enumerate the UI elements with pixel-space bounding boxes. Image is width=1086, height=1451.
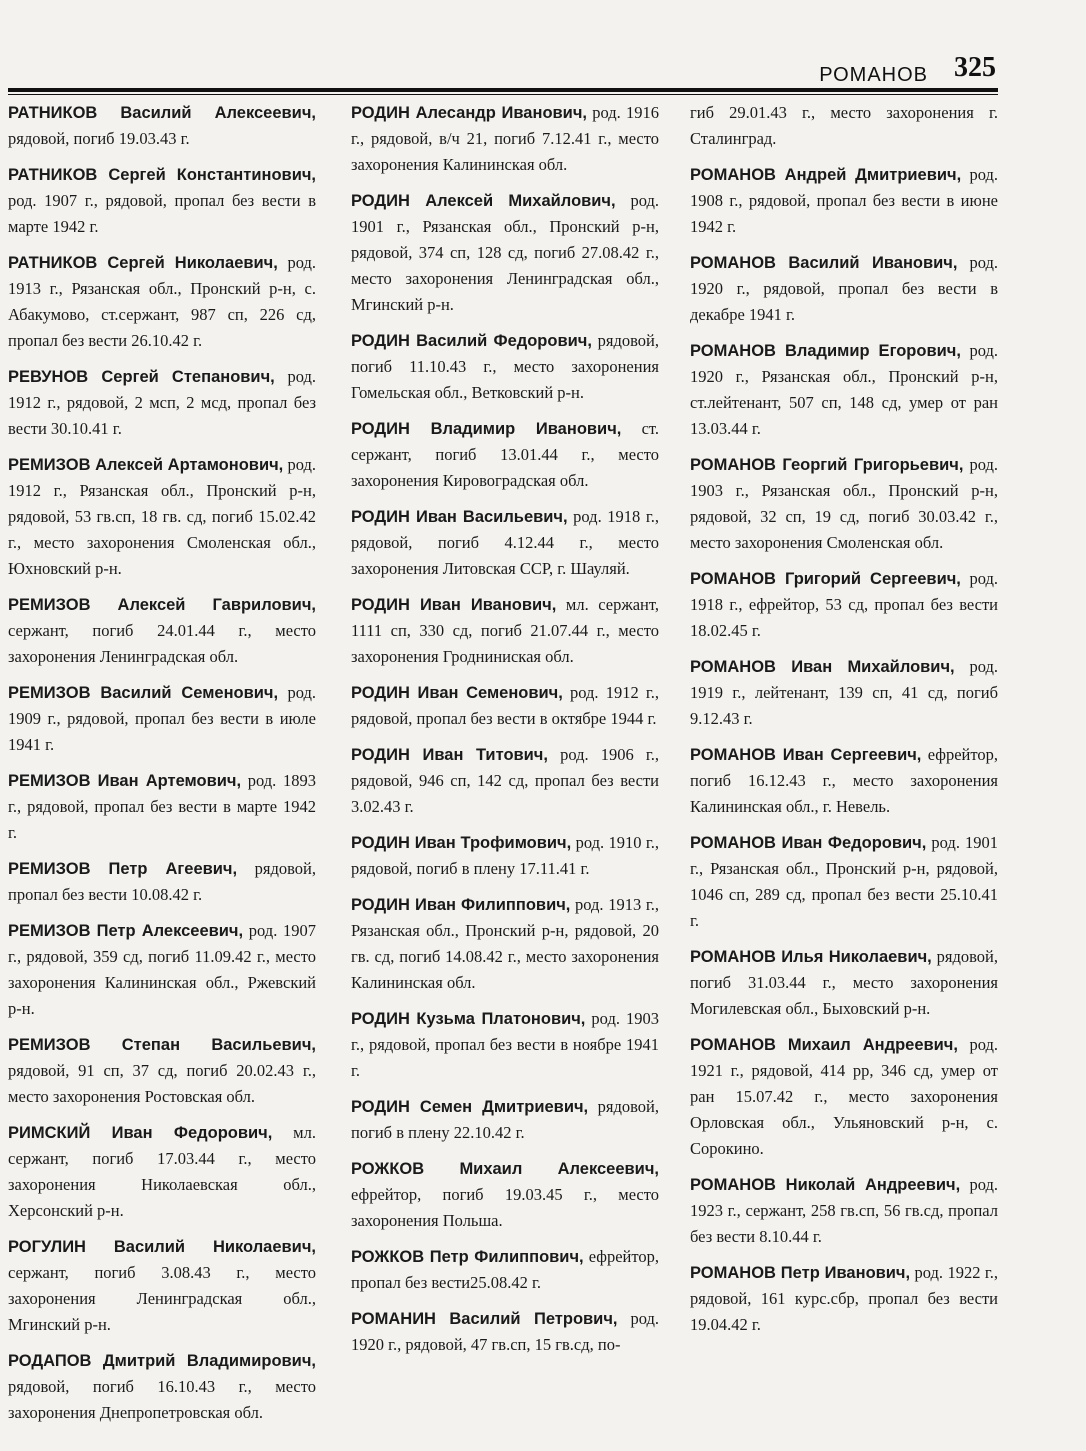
entry-text: мл. сержант, погиб 17.03.44 г., место захоронения Николаевская обл., Херсонский р-н. <box>8 1123 316 1220</box>
entry <box>690 162 998 240</box>
entry-name: РОДИН Иван Васильевич, <box>351 508 568 526</box>
entry-text: род. 1918 г., рядовой, погиб 4.12.44 г., место захоронения Литовская ССР, г. Шауляй. <box>351 507 660 578</box>
page-number: 325 <box>954 52 996 83</box>
entry <box>8 918 316 1022</box>
page-header <box>8 50 998 90</box>
entry <box>351 592 659 670</box>
entry <box>351 1244 659 1296</box>
entry-text: рядовой, погиб 19.03.43 г. <box>8 129 190 148</box>
entry-text: мл. сержант, 1111 сп, 330 сд, погиб 21.07.44 г., место захоронения Гродниниская обл. <box>351 595 659 666</box>
entry-name: РОМАНОВ Иван Федорович, <box>690 834 927 852</box>
entry-name: РОМАНОВ Михаил Андреевич, <box>690 1036 958 1054</box>
entry-name: РОГУЛИН Василий Николаевич, <box>8 1238 316 1256</box>
entry <box>351 504 659 582</box>
entry-name: РЕМИЗОВ Василий Семенович, <box>8 684 279 702</box>
entry <box>351 742 659 820</box>
entry-name: РОДИН Иван Семенович, <box>351 684 563 702</box>
entry-name: РАТНИКОВ Сергей Константинович, <box>8 166 316 184</box>
header-rule-thin <box>8 94 998 95</box>
entry-text: род. 1920 г., рядовой, пропал без вести в декабре 1941 г. <box>690 253 998 324</box>
entry-name: РОМАНОВ Иван Михайлович, <box>690 658 955 676</box>
entry-text: ефрейтор, погиб 19.03.45 г., место захоронения Польша. <box>351 1185 659 1230</box>
entry-name: РОДИН Иван Иванович, <box>351 596 557 614</box>
entry <box>351 892 659 996</box>
entry-name: РОМАНИН Василий Петрович, <box>351 1310 618 1328</box>
entry <box>8 1234 316 1338</box>
entry-text: род. 1909 г., рядовой, пропал без вести в июле 1941 г. <box>8 683 316 754</box>
entry <box>690 742 998 820</box>
entry-name: РОМАНОВ Петр Иванович, <box>690 1264 911 1282</box>
entry-text: род. 1903 г., Рязанская обл., Пронский р-н, рядовой, 32 сп, 19 сд, погиб 30.03.42 г., место захоронения Смоленская обл. <box>690 455 998 552</box>
entry-name: РОДИН Алексей Михайлович, <box>351 192 616 210</box>
entry-name: РОДИН Иван Трофимович, <box>351 834 572 852</box>
entry-name: РОМАНОВ Григорий Сергеевич, <box>690 570 961 588</box>
entry <box>351 1094 659 1146</box>
entry-text: сержант, погиб 24.01.44 г., место захоронения Ленинградская обл. <box>8 621 316 666</box>
entry <box>351 1306 659 1358</box>
entry-name: РОЖКОВ Петр Филиппович, <box>351 1248 584 1266</box>
entry-text: род. 1912 г., рядовой, пропал без вести в октябре 1944 г. <box>351 683 659 728</box>
entry <box>690 1032 998 1162</box>
entry-text: род. 1921 г., рядовой, 414 рр, 346 сд, умер от ран 15.07.42 г., место захоронения Орловская обл., Ульяновский р-н, с. Сорокино. <box>690 1035 998 1158</box>
entry-name: РАТНИКОВ Сергей Николаевич, <box>8 254 278 272</box>
entry-name: РОДИН Иван Филиппович, <box>351 896 571 914</box>
entry-name: РОМАНОВ Василий Иванович, <box>690 254 958 272</box>
entry <box>690 654 998 732</box>
entry-text: род. 1908 г., рядовой, пропал без вести в июне 1942 г. <box>690 165 998 236</box>
entry-name: РОДИН Иван Титович, <box>351 746 548 764</box>
entry-text: род. 1913 г., Рязанская обл., Пронский р-н, с. Абакумово, ст.сержант, 987 сп, 226 сд, пропал без вести 26.10.42 г. <box>8 253 316 350</box>
entry-name: РЕМИЗОВ Петр Агеевич, <box>8 860 238 878</box>
entry-name: РЕМИЗОВ Алексей Артамонович, <box>8 456 284 474</box>
entry <box>351 188 659 318</box>
entry <box>8 1120 316 1224</box>
entry-name: РИМСКИЙ Иван Федорович, <box>8 1124 273 1142</box>
entry <box>351 1006 659 1084</box>
entry <box>8 1032 316 1110</box>
entry-name: РЕМИЗОВ Иван Артемович, <box>8 772 242 790</box>
entry-name: РАТНИКОВ Василий Алексеевич, <box>8 104 316 122</box>
entry-text: гиб 29.01.43 г., место захоронения г. Сталинград. <box>690 103 998 148</box>
entry <box>690 452 998 556</box>
entry-text: род. 1912 г., Рязанская обл., Пронский р-н, рядовой, 53 гв.сп, 18 гв. сд, погиб 15.02.42 г., место захоронения Смоленская обл., Юхновский р-н. <box>8 455 316 578</box>
entry <box>8 856 316 908</box>
entry-text: рядовой, погиб 31.03.44 г., место захоронения Могилевская обл., Быховский р-н. <box>690 947 998 1018</box>
entry-text: рядовой, 91 сп, 37 сд, погиб 20.02.43 г., место захоронения Ростовская обл. <box>8 1061 316 1106</box>
entry-text: род. 1916 г., рядовой, в/ч 21, погиб 7.12.41 г., место захоронения Калининская обл. <box>351 103 659 174</box>
entry-text: род. 1901 г., Рязанская обл., Пронский р-н, рядовой, 374 сп, 128 сд, погиб 27.08.42 г., место захоронения Ленинградская обл., Мгинский р-н. <box>351 191 659 314</box>
entry-text: ефрейтор, погиб 16.12.43 г., место захоронения Калининская обл., г. Невель. <box>690 745 998 816</box>
entry-text: рядовой, погиб в плену 22.10.42 г. <box>351 1097 659 1142</box>
entry-text: род. 1918 г., ефрейтор, 53 сд, пропал без вести 18.02.45 г. <box>690 569 998 640</box>
column-1 <box>8 100 316 1436</box>
entry <box>8 364 316 442</box>
entry <box>351 680 659 732</box>
entry-name: РОМАНОВ Иван Сергеевич, <box>690 746 922 764</box>
header-rule <box>8 88 998 92</box>
entry-name: РОДИН Семен Дмитриевич, <box>351 1098 589 1116</box>
entry-name: РОМАНОВ Николай Андреевич, <box>690 1176 961 1194</box>
entry-text: род. 1903 г., рядовой, пропал без вести в ноябре 1941 г. <box>351 1009 659 1080</box>
entry-name: РЕМИЗОВ Петр Алексеевич, <box>8 922 244 940</box>
entry <box>8 250 316 354</box>
entry-name: РОДИН Кузьма Платонович, <box>351 1010 586 1028</box>
entry-text: род. 1923 г., сержант, 258 гв.сп, 56 гв.сд, пропал без вести 8.10.44 г. <box>690 1175 998 1246</box>
entry <box>690 944 998 1022</box>
entry-name: РЕМИЗОВ Алексей Гаврилович, <box>8 596 316 614</box>
entry <box>8 1348 316 1426</box>
entry <box>351 100 659 178</box>
entry <box>8 162 316 240</box>
entry-text: род. 1920 г., Рязанская обл., Пронский р-н, ст.лейтенант, 507 сп, 148 сд, умер от ран 13.03.44 г. <box>690 341 998 438</box>
entry <box>351 328 659 406</box>
entry <box>690 566 998 644</box>
entry <box>690 830 998 934</box>
entry-text: род. 1922 г., рядовой, 161 курс.сбр, пропал без вести 19.04.42 г. <box>690 1263 999 1334</box>
column-3 <box>690 100 998 1348</box>
entry <box>690 338 998 442</box>
entry-text: сержант, погиб 3.08.43 г., место захоронения Ленинградская обл., Мгинский р-н. <box>8 1263 316 1334</box>
entry-name: РОДИН Василий Федорович, <box>351 332 592 350</box>
column-2 <box>351 100 659 1368</box>
entry-text: род. 1907 г., рядовой, пропал без вести в марте 1942 г. <box>8 191 316 236</box>
entry-text: ст. сержант, погиб 13.01.44 г., место захоронения Кировоградская обл. <box>351 419 659 490</box>
entry-text: род. 1907 г., рядовой, 359 сд, погиб 11.09.42 г., место захоронения Калининская обл., Ржевский р-н. <box>8 921 316 1018</box>
entry-name: РЕВУНОВ Сергей Степанович, <box>8 368 275 386</box>
entry-text: ефрейтор, пропал без вести25.08.42 г. <box>351 1247 659 1292</box>
entry-name: РОМАНОВ Андрей Дмитриевич, <box>690 166 962 184</box>
entry <box>8 768 316 846</box>
entry <box>690 250 998 328</box>
entry-name: РОМАНОВ Илья Николаевич, <box>690 948 932 966</box>
entry-text: рядовой, пропал без вести 10.08.42 г. <box>8 859 316 904</box>
entry-text: род. 1901 г., Рязанская обл., Пронский р-н, рядовой, 1046 сп, 289 сд, пропал без вести 25.10.41 г. <box>690 833 999 930</box>
entry <box>351 830 659 882</box>
entry <box>8 680 316 758</box>
entry <box>351 416 659 494</box>
entry-name: РОЖКОВ Михаил Алексеевич, <box>351 1160 659 1178</box>
entry-text: род. 1919 г., лейтенант, 139 сп, 41 сд, погиб 9.12.43 г. <box>690 657 998 728</box>
entry-name: РОДАПОВ Дмитрий Владимирович, <box>8 1352 316 1370</box>
entry-name: РОМАНОВ Георгий Григорьевич, <box>690 456 964 474</box>
entry <box>690 100 998 152</box>
entry-text: род. 1920 г., рядовой, 47 гв.сп, 15 гв.сд, по- <box>351 1309 659 1354</box>
entry-text: род. 1893 г., рядовой, пропал без вести в марте 1942 г. <box>8 771 316 842</box>
entry-text: рядовой, погиб 11.10.43 г., место захоронения Гомельская обл., Ветковский р-н. <box>351 331 659 402</box>
entry <box>690 1172 998 1250</box>
entry <box>8 592 316 670</box>
entry-columns <box>8 100 999 1422</box>
entry-name: РОДИН Владимир Иванович, <box>351 420 622 438</box>
entry-name: РЕМИЗОВ Степан Васильевич, <box>8 1036 316 1054</box>
entry <box>8 452 316 582</box>
entry-name: РОДИН Алесандр Иванович, <box>351 104 587 122</box>
entry-text: род. 1913 г., Рязанская обл., Пронский р-н, рядовой, 20 гв. сд, погиб 14.08.42 г., место захоронения Калининская обл. <box>351 895 659 992</box>
entry <box>690 1260 998 1338</box>
entry-text: рядовой, погиб 16.10.43 г., место захоронения Днепропетровская обл. <box>8 1377 316 1422</box>
entry-name: РОМАНОВ Владимир Егорович, <box>690 342 961 360</box>
entry-text: род. 1906 г., рядовой, 946 сп, 142 сд, пропал без вести 3.02.43 г. <box>351 745 659 816</box>
entry <box>8 100 316 152</box>
running-head: РОМАНОВ <box>819 64 928 86</box>
entry-text: род. 1912 г., рядовой, 2 мсп, 2 мсд, пропал без вести 30.10.41 г. <box>8 367 317 438</box>
entry <box>351 1156 659 1234</box>
entry-text: род. 1910 г., рядовой, погиб в плену 17.11.41 г. <box>351 833 659 878</box>
